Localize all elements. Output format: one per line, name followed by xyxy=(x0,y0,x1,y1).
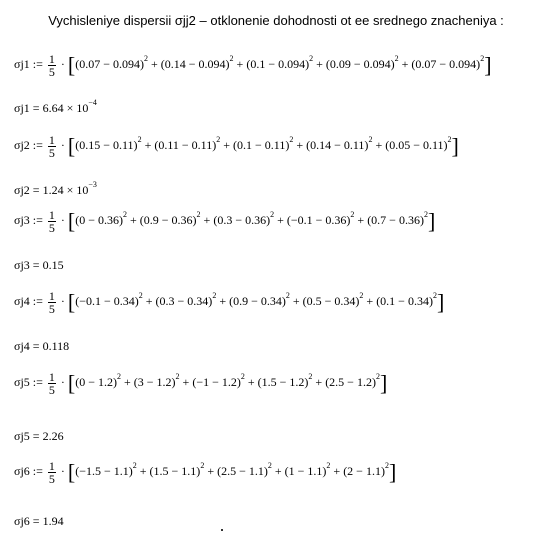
squared-exponent-icon: 2 xyxy=(267,461,272,470)
definition-line xyxy=(14,208,435,234)
right-bracket-icon: ] xyxy=(427,208,436,234)
squared-exponent-icon: 2 xyxy=(196,210,201,219)
multiply-dot-icon: · xyxy=(60,138,65,152)
fraction-denominator: 5 xyxy=(48,471,55,486)
plus-operator-icon: + xyxy=(204,464,218,478)
squared-term: (2.5 − 1.1) xyxy=(217,464,268,478)
squared-exponent-icon: 2 xyxy=(132,461,137,470)
squared-term: (−1 − 1.2) xyxy=(192,375,241,389)
multiply-dot-icon: · xyxy=(60,464,65,478)
fraction-numerator: 1 xyxy=(48,288,55,303)
fraction-numerator: 1 xyxy=(48,132,55,147)
plus-operator-icon: + xyxy=(127,213,140,227)
variable-lhs: σj4 := xyxy=(14,294,43,308)
fraction-one-fifth xyxy=(48,53,56,78)
squared-exponent-icon: 2 xyxy=(212,291,217,300)
squared-term: (1.5 − 1.1) xyxy=(149,464,201,478)
definition-line xyxy=(14,133,459,159)
squared-term: (0.3 − 0.34) xyxy=(155,294,213,308)
left-bracket-icon: [ xyxy=(67,133,76,159)
fraction-denominator: 5 xyxy=(48,145,55,160)
fraction-denominator: 5 xyxy=(48,64,55,79)
plus-operator-icon: + xyxy=(293,138,307,152)
squared-term: (2 − 1.1) xyxy=(343,464,385,478)
left-bracket-icon: [ xyxy=(67,289,76,315)
squared-exponent-icon: 2 xyxy=(289,135,294,144)
squared-exponent-icon: 2 xyxy=(308,372,313,381)
variable-lhs: σj2 := xyxy=(14,138,43,152)
plus-operator-icon: + xyxy=(179,375,193,389)
fraction-one-fifth xyxy=(48,134,56,159)
squared-exponent-icon: 2 xyxy=(423,210,428,219)
squared-term: (0.07 − 0.094) xyxy=(75,57,144,71)
squared-term: (1.5 − 1.2) xyxy=(257,375,309,389)
variable-lhs: σj3 := xyxy=(14,213,43,227)
squared-term: (0.11 − 0.11) xyxy=(154,138,217,152)
squared-term: (0 − 0.36) xyxy=(75,213,123,227)
right-bracket-icon: ] xyxy=(484,52,492,78)
plus-operator-icon: + xyxy=(313,57,326,71)
left-bracket-icon: [ xyxy=(67,370,76,396)
squared-exponent-icon: 2 xyxy=(200,461,205,470)
fraction-numerator: 1 xyxy=(48,458,55,473)
squared-exponent-icon: 2 xyxy=(359,291,364,300)
squared-exponent-icon: 2 xyxy=(144,54,148,63)
page-title: Vychisleniye dispersii σjj2 – otklonenie dohodnosti ot ee srednego znacheniya : xyxy=(48,13,504,28)
squared-exponent-icon: 2 xyxy=(480,54,485,63)
result-line xyxy=(14,258,64,272)
squared-exponent-icon: 2 xyxy=(350,210,355,219)
squared-exponent-icon: 2 xyxy=(117,372,121,381)
multiply-dot-icon: · xyxy=(60,57,65,71)
squared-exponent-icon: 2 xyxy=(447,135,452,144)
fraction-denominator: 5 xyxy=(48,301,55,316)
fraction-one-fifth xyxy=(48,209,56,234)
result-exponent: −3 xyxy=(88,180,97,189)
plus-operator-icon: + xyxy=(289,294,303,308)
plus-operator-icon: + xyxy=(220,138,233,152)
left-bracket-icon: [ xyxy=(67,208,76,234)
right-bracket-icon: ] xyxy=(379,370,388,396)
definition-line xyxy=(14,459,396,485)
squared-exponent-icon: 2 xyxy=(368,135,373,144)
result-line xyxy=(14,96,97,115)
squared-term: (0.1 − 0.11) xyxy=(233,138,290,152)
result-line xyxy=(14,339,69,353)
multiply-dot-icon: · xyxy=(60,213,65,227)
squared-exponent-icon: 2 xyxy=(123,210,127,219)
squared-exponent-icon: 2 xyxy=(285,291,290,300)
squared-term: (0.14 − 0.11) xyxy=(306,138,369,152)
squared-term: (0.14 − 0.094) xyxy=(160,57,230,71)
squared-term: (0.09 − 0.094) xyxy=(325,57,395,71)
squared-term: (0.9 − 0.34) xyxy=(229,294,286,308)
right-bracket-icon: ] xyxy=(436,289,445,315)
squared-term: (0.1 − 0.34) xyxy=(376,294,433,308)
plus-operator-icon: + xyxy=(121,375,134,389)
squared-term: (2.5 − 1.2) xyxy=(325,375,376,389)
squared-term: (−1.5 − 1.1) xyxy=(75,464,133,478)
plus-operator-icon: + xyxy=(372,138,386,152)
squared-exponent-icon: 2 xyxy=(138,291,143,300)
result-line xyxy=(14,178,97,197)
multiply-dot-icon: · xyxy=(60,294,65,308)
squared-exponent-icon: 2 xyxy=(240,372,245,381)
definition-line xyxy=(14,370,387,396)
squared-exponent-icon: 2 xyxy=(137,135,142,144)
plus-operator-icon: + xyxy=(354,213,368,227)
plus-operator-icon: + xyxy=(141,138,155,152)
squared-term: (0.07 − 0.094) xyxy=(411,57,481,71)
squared-term: (−0.1 − 0.36) xyxy=(286,213,351,227)
fraction-numerator: 1 xyxy=(48,207,55,222)
plus-operator-icon: + xyxy=(312,375,326,389)
squared-term: (0.5 − 0.34) xyxy=(302,294,360,308)
plus-operator-icon: + xyxy=(142,294,156,308)
squared-term: (3 − 1.2) xyxy=(133,375,176,389)
squared-term: (−0.1 − 0.34) xyxy=(75,294,139,308)
fraction-numerator: 1 xyxy=(48,51,55,66)
result-value: σj3 = 0.15 xyxy=(14,258,64,272)
fraction-one-fifth xyxy=(48,371,56,396)
plus-operator-icon: + xyxy=(233,57,247,71)
fraction-numerator: 1 xyxy=(48,369,55,384)
squared-exponent-icon: 2 xyxy=(375,372,380,381)
variable-lhs: σj1 := xyxy=(14,57,43,71)
plus-operator-icon: + xyxy=(398,57,412,71)
plus-operator-icon: + xyxy=(200,213,214,227)
result-value: σj4 = 0.118 xyxy=(14,339,70,353)
right-bracket-icon: ] xyxy=(451,133,459,159)
squared-term: (1 − 1.1) xyxy=(284,464,327,478)
squared-term: (0.3 − 0.36) xyxy=(213,213,271,227)
squared-term: (0.1 − 0.094) xyxy=(246,57,310,71)
multiply-dot-icon: · xyxy=(60,375,65,389)
definition-line xyxy=(14,52,492,78)
squared-exponent-icon: 2 xyxy=(229,54,234,63)
squared-term: (0.7 − 0.36) xyxy=(367,213,424,227)
result-value: σj1 = 6.64 × 10 xyxy=(14,101,89,115)
plus-operator-icon: + xyxy=(363,294,377,308)
left-bracket-icon: [ xyxy=(67,459,76,485)
squared-exponent-icon: 2 xyxy=(384,461,389,470)
right-bracket-icon: ] xyxy=(388,459,397,485)
fraction-denominator: 5 xyxy=(48,220,55,235)
variable-lhs: σj5 := xyxy=(14,375,43,389)
plus-operator-icon: + xyxy=(274,213,287,227)
plus-operator-icon: + xyxy=(136,464,150,478)
fraction-denominator: 5 xyxy=(48,382,55,397)
plus-operator-icon: + xyxy=(271,464,285,478)
fraction-one-fifth xyxy=(48,290,56,315)
squared-exponent-icon: 2 xyxy=(394,54,399,63)
result-value: σj2 = 1.24 × 10 xyxy=(14,183,89,197)
result-value: σj6 = 1.94 xyxy=(14,514,64,528)
squared-term: (0.9 − 0.36) xyxy=(139,213,197,227)
result-line xyxy=(14,429,64,443)
plus-operator-icon: + xyxy=(330,464,344,478)
squared-term: (0.15 − 0.11) xyxy=(75,138,138,152)
squared-exponent-icon: 2 xyxy=(270,210,275,219)
squared-exponent-icon: 2 xyxy=(309,54,314,63)
squared-exponent-icon: 2 xyxy=(175,372,180,381)
plus-operator-icon: + xyxy=(216,294,230,308)
definition-line xyxy=(14,289,444,315)
squared-exponent-icon: 2 xyxy=(432,291,437,300)
squared-term: (0 − 1.2) xyxy=(75,375,117,389)
result-line xyxy=(14,514,64,528)
squared-exponent-icon: 2 xyxy=(216,135,221,144)
squared-exponent-icon: 2 xyxy=(326,461,331,470)
plus-operator-icon: + xyxy=(148,57,161,71)
stray-mark xyxy=(221,529,223,531)
squared-term: (0.05 − 0.11) xyxy=(385,138,448,152)
fraction-one-fifth xyxy=(48,460,56,485)
plus-operator-icon: + xyxy=(244,375,258,389)
left-bracket-icon: [ xyxy=(67,52,76,78)
result-value: σj5 = 2.26 xyxy=(14,429,64,443)
result-exponent: −4 xyxy=(88,98,97,107)
variable-lhs: σj6 := xyxy=(14,464,43,478)
